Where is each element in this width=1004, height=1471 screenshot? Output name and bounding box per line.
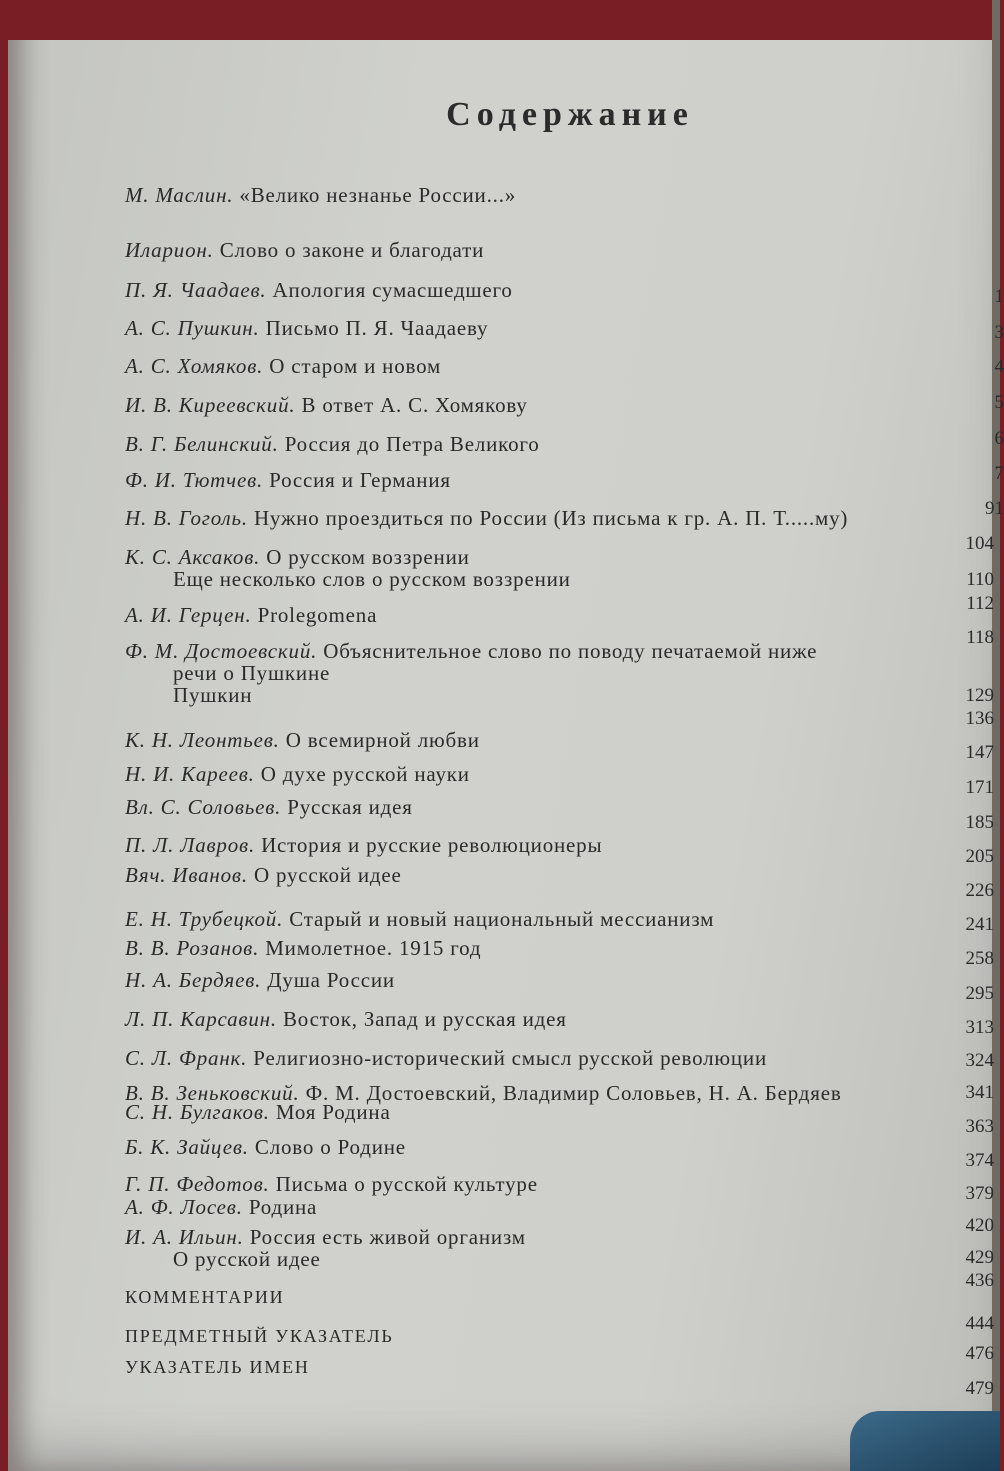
toc-entry: П. Я. Чаадаев. Апология сумасшедшего <box>125 278 513 302</box>
page-number: 7 <box>994 463 1004 484</box>
page-number: 110 <box>966 569 994 590</box>
toc-entry: Вяч. Иванов. О русской идее <box>125 863 402 887</box>
toc-entry: В. В. Розанов. Мимолетное. 1915 год <box>125 936 482 960</box>
toc-entry: К. С. Аксаков. О русском воззрении Еще несколько слов о русском воззрении <box>125 545 571 591</box>
page-number: 313 <box>965 1017 994 1038</box>
toc-entry-comments: КОММЕНТАРИИ <box>125 1287 285 1307</box>
page-number: 6 <box>994 428 1004 449</box>
page-number: 1 <box>994 286 1004 307</box>
page-number: 479 <box>965 1378 994 1399</box>
page-number: 3 <box>994 322 1004 343</box>
page-number: 104 <box>965 533 994 554</box>
toc-entry-subject-index: ПРЕДМЕТНЫЙ УКАЗАТЕЛЬ <box>125 1326 394 1346</box>
toc-entry: М. Маслин. «Велико незнанье России...» <box>125 183 517 207</box>
page-number: 226 <box>965 880 994 901</box>
toc-entry: И. В. Киреевский. В ответ А. С. Хомякову <box>125 393 528 417</box>
toc-entry: Вл. С. Соловьев. Русская идея <box>125 795 413 819</box>
toc-entry: А. И. Герцен. Prolegomena <box>125 603 378 627</box>
toc-entry: А. С. Пушкин. Письмо П. Я. Чаадаеву <box>125 316 489 340</box>
toc-entry: Н. В. Гоголь. Нужно проездиться по России (Из письма к гр. А. П. Т.....му) <box>125 506 849 530</box>
toc-entry: Н. А. Бердяев. Душа России <box>125 968 395 992</box>
toc-entry: А. С. Хомяков. О старом и новом <box>125 354 442 378</box>
page-number: 444 <box>965 1313 994 1334</box>
toc-entry: И. А. Ильин. Россия есть живой организм О русской идее <box>125 1225 526 1271</box>
page-number: 5 <box>994 392 1004 413</box>
page-number: 379 <box>965 1183 994 1204</box>
page-title: Содержание <box>446 96 694 133</box>
page-number: 341 <box>965 1082 994 1103</box>
page-number: 363 <box>965 1116 994 1137</box>
page-number: 436 <box>965 1270 994 1291</box>
toc-entry: Г. П. Федотов. Письма о русской культуре <box>125 1172 538 1196</box>
page-number: 4 <box>994 356 1004 377</box>
page-number: 324 <box>965 1050 994 1071</box>
page-number: 205 <box>965 846 994 867</box>
toc-entry: К. Н. Леонтьев. О всемирной любви <box>125 728 480 752</box>
page-number: 429 <box>965 1247 994 1268</box>
toc-entry: С. Н. Булгаков. Моя Родина <box>125 1100 391 1124</box>
page-number: 91 <box>985 498 1004 519</box>
page-number: 258 <box>965 948 994 969</box>
page-number: 374 <box>965 1150 994 1171</box>
toc-entry: Иларион. Слово о законе и благодати <box>125 238 485 262</box>
page-number: 171 <box>965 777 994 798</box>
toc-entry: С. Л. Франк. Религиозно-исторический смысл русской революции <box>125 1046 768 1070</box>
page-number: 112 <box>966 593 994 614</box>
page-number: 241 <box>965 914 994 935</box>
toc-entry: А. Ф. Лосев. Родина <box>125 1195 318 1219</box>
toc-entry: Л. П. Карсавин. Восток, Запад и русская идея <box>125 1007 567 1031</box>
toc-entry: В. Г. Белинский. Россия до Петра Великого <box>125 432 540 456</box>
page-number: 295 <box>965 983 994 1004</box>
toc-entry: Б. К. Зайцев. Слово о Родине <box>125 1135 406 1159</box>
page-number: 476 <box>965 1343 994 1364</box>
page-number: 118 <box>966 627 994 648</box>
toc-entry: В. В. Зеньковский. Ф. М. Достоевский, Владимир Соловьев, Н. А. Бердяев <box>125 1081 842 1105</box>
page-number: 136 <box>965 708 994 729</box>
page-number: 147 <box>965 742 994 763</box>
page-number: 420 <box>965 1215 994 1236</box>
toc-entry: Е. Н. Трубецкой. Старый и новый национальный мессианизм <box>125 907 715 931</box>
toc-entry: П. Л. Лавров. История и русские революционеры <box>125 833 603 857</box>
toc-entry: Ф. М. Достоевский. Объяснительное слово по поводу печатаемой ниже речи о Пушкине Пушкин <box>125 639 818 707</box>
toc-entry-name-index: УКАЗАТЕЛЬ ИМЕН <box>125 1357 310 1377</box>
page-number: 185 <box>965 812 994 833</box>
toc-entry: Ф. И. Тютчев. Россия и Германия <box>125 468 451 492</box>
page-number: 129 <box>965 685 994 706</box>
toc-entry: Н. И. Кареев. О духе русской науки <box>125 762 470 786</box>
